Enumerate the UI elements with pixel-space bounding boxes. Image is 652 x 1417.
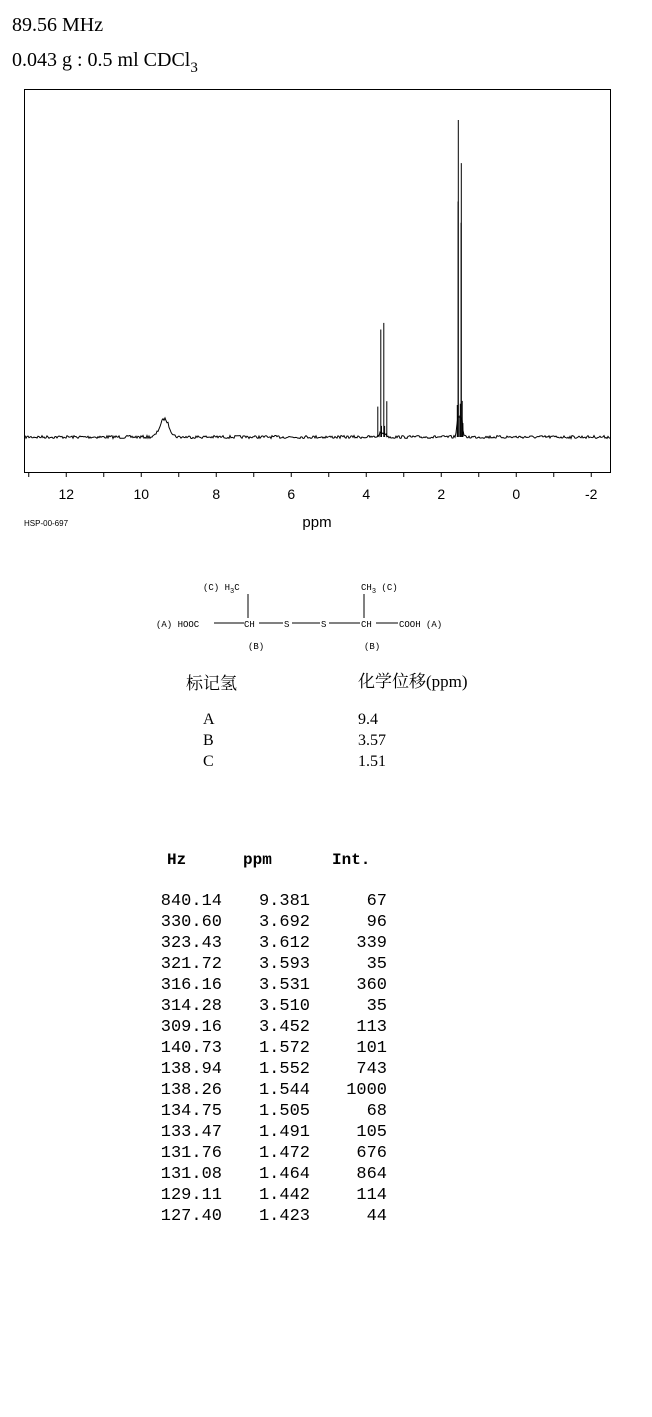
- spectrum-code: HSP-00-697: [24, 519, 69, 528]
- peak-hz: 330.60: [160, 913, 222, 932]
- assignment-label: C: [203, 753, 214, 770]
- struct-methyl-left: (C) $H_3C$: [203, 583, 240, 596]
- assignment-label: A: [203, 711, 215, 728]
- peak-intensity: 360: [356, 976, 387, 995]
- peak-ppm: 3.612: [258, 934, 310, 953]
- peak-header-ppm: ppm: [243, 851, 272, 869]
- peak-hz: 321.72: [160, 955, 222, 974]
- x-tick-label: 8: [212, 486, 221, 502]
- peak-intensity: 105: [356, 1123, 387, 1142]
- struct-b-right: (B): [364, 642, 381, 652]
- peak-hz: 316.16: [160, 976, 222, 995]
- peak-ppm: 1.505: [258, 1102, 310, 1121]
- peak-intensity: 114: [356, 1186, 387, 1205]
- struct-s1: S: [284, 620, 290, 630]
- peak-hz: 131.76: [160, 1144, 222, 1163]
- peak-hz: 138.26: [160, 1081, 222, 1100]
- assignment-header-shift: 化学位移(ppm): [358, 672, 468, 691]
- peak-ppm: 1.572: [258, 1039, 310, 1058]
- struct-b-left: (B): [248, 642, 265, 652]
- struct-right-group: COOH (A): [399, 620, 443, 630]
- peak-intensity: 339: [356, 934, 387, 953]
- peak-intensity: 743: [356, 1060, 387, 1079]
- peak-ppm: 9.381: [258, 892, 310, 911]
- peak-hz: 133.47: [160, 1123, 222, 1142]
- peak-hz: 309.16: [160, 1018, 222, 1037]
- x-tick-label: 6: [287, 486, 296, 502]
- peak-ppm: 1.472: [258, 1144, 310, 1163]
- assignment-shift: 1.51: [358, 753, 386, 770]
- peak-header-int: Int.: [332, 851, 371, 869]
- plot-frame: [25, 90, 611, 473]
- nmr-spectrum-chart: [0, 0, 652, 540]
- peak-intensity: 44: [366, 1207, 387, 1226]
- peak-ppm: 3.593: [258, 955, 310, 974]
- peak-intensity: 68: [366, 1102, 387, 1121]
- assignment-shift: 3.57: [358, 732, 386, 749]
- peak-ppm: 3.531: [258, 976, 310, 995]
- peak-hz: 323.43: [160, 934, 222, 953]
- x-axis-tick-labels: [58, 486, 597, 502]
- peak-hz: 840.14: [160, 892, 222, 911]
- peak-hz: 127.40: [160, 1207, 222, 1226]
- x-tick-label: 12: [58, 486, 75, 502]
- peak-ppm: 1.464: [258, 1165, 310, 1184]
- peak-hz: 140.73: [160, 1039, 222, 1058]
- sample-text: 0.043 g : 0.5 ml CDCl: [12, 49, 191, 71]
- spectrum-peaks: [378, 120, 463, 437]
- x-tick-label: 0: [512, 486, 521, 502]
- struct-ch-left: CH: [244, 620, 255, 630]
- assignment-shift: 9.4: [358, 711, 378, 728]
- x-tick-label: -2: [585, 486, 598, 502]
- peak-ppm: 1.544: [258, 1081, 310, 1100]
- peak-intensity: 864: [356, 1165, 387, 1184]
- assignment-header-label: 标记氢: [186, 674, 237, 693]
- peak-ppm: 1.442: [258, 1186, 310, 1205]
- peak-intensity: 676: [356, 1144, 387, 1163]
- peak-intensity: 1000: [346, 1081, 387, 1100]
- peak-hz: 131.08: [160, 1165, 222, 1184]
- peak-intensity: 35: [366, 955, 387, 974]
- peak-ppm: 3.452: [258, 1018, 310, 1037]
- peak-ppm: 1.423: [258, 1207, 310, 1226]
- peak-intensity: 96: [366, 913, 387, 932]
- peak-header-hz: Hz: [167, 851, 187, 869]
- peak-hz: 314.28: [160, 997, 222, 1016]
- structure-diagram: [0, 570, 652, 660]
- spectrum-trace: [25, 416, 610, 438]
- struct-methyl-right: $CH_3$ (C): [361, 583, 398, 596]
- assignment-label: B: [203, 732, 214, 749]
- peak-ppm: 3.510: [258, 997, 310, 1016]
- struct-ch-right: CH: [361, 620, 372, 630]
- peak-ppm: 3.692: [258, 913, 310, 932]
- peak-hz: 138.94: [160, 1060, 222, 1079]
- peak-hz: 134.75: [160, 1102, 222, 1121]
- peak-hz: 129.11: [160, 1186, 222, 1205]
- x-tick-label: 10: [133, 486, 150, 502]
- struct-s2: S: [321, 620, 327, 630]
- struct-left-group: (A) HOOC: [156, 620, 200, 630]
- x-tick-label: 4: [362, 486, 371, 502]
- x-tick-label: 2: [437, 486, 446, 502]
- spectrometer-frequency: 89.56 MHz: [12, 14, 104, 36]
- peak-intensity: 113: [356, 1018, 387, 1037]
- sample-subscript: 3: [190, 60, 198, 76]
- peak-intensity: 67: [366, 892, 387, 911]
- peak-intensity: 35: [366, 997, 387, 1016]
- x-axis-label: ppm: [302, 514, 332, 531]
- peak-ppm: 1.552: [258, 1060, 310, 1079]
- peak-intensity: 101: [356, 1039, 387, 1058]
- peak-ppm: 1.491: [258, 1123, 310, 1142]
